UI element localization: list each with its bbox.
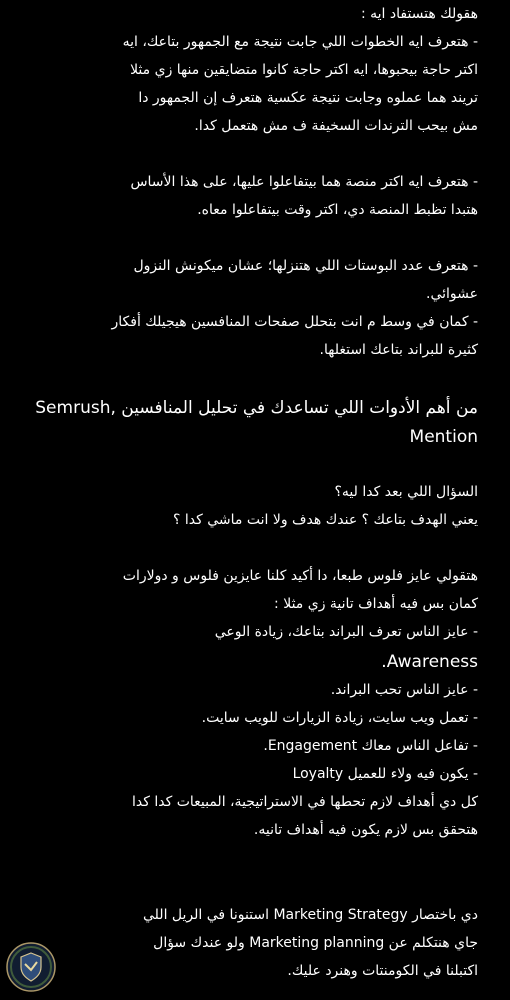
text-line: تريند هما عملوه وجابت نتيجة عكسية هتعرف إن الجمهور دا — [138, 90, 478, 106]
text-line: كمان بس فيه أهداف تانية زي مثلا : — [274, 596, 478, 612]
text-line: السؤال اللي بعد كدا ليه؟ — [334, 484, 478, 500]
text-line: اكتبلنا في الكومنتات وهنرد عليك. — [287, 963, 478, 979]
text-line: - عايز الناس تعرف البراند بتاعك، زيادة الوعي — [214, 624, 478, 640]
text-line: مش بيحب الترندات السخيفة ف مش هتعمل كدا. — [194, 118, 478, 134]
text-line: كل دي أهداف لازم تحطها في الاستراتيجية، المبيعات كدا كدا — [131, 794, 478, 810]
text-line: - تفاعل الناس معاك Engagement. — [263, 738, 478, 754]
text-line: - يكون فيه ولاء للعميل Loyalty — [292, 766, 478, 782]
text-line: يعني الهدف بتاعك ؟ عندك هدف ولا انت ماشي كدا ؟ — [173, 512, 478, 528]
text-line: هتقولي عايز فلوس طبعا، دا أكيد كلنا عايزين فلوس و دولارات — [122, 568, 478, 584]
text-line: - هتعرف ايه الخطوات اللي جابت نتيجة مع الجمهور بتاعك، ايه — [122, 34, 478, 50]
text-line: من أهم الأدوات اللي تساعدك في تحليل المنافسين ,Semrush — [35, 398, 478, 418]
text-line: هقولك هتستفاد ايه : — [360, 6, 478, 22]
text-line: كثيرة للبراند بتاعك استغلها. — [319, 342, 478, 358]
text-line: - هتعرف عدد البوستات اللي هتنزلها؛ عشان ميكونش النزول — [133, 258, 478, 274]
text-line: Awareness. — [381, 652, 478, 672]
shield-logo-icon — [4, 940, 58, 994]
text-line: - كمان في وسط م انت بتحلل صفحات المنافسين هيجيلك أفكار — [111, 314, 478, 330]
text-line: - تعمل ويب سايت، زيادة الزيارات للويب سايت. — [201, 710, 478, 726]
text-line: - عايز الناس تحب البراند. — [330, 682, 478, 698]
text-line: - هتعرف ايه اكتر منصة هما بيتفاعلوا عليها، على هذا الأساس — [130, 174, 478, 190]
text-line: اكتر حاجة بيحبوها، ايه اكتر حاجة كانوا متضايقين منها زي مثلا — [130, 62, 478, 78]
text-line: هتبدا تظبط المنصة دي، اكتر وقت بيتفاعلوا معاه. — [197, 202, 478, 218]
text-line: عشوائي. — [426, 286, 478, 302]
text-line: Mention — [409, 427, 478, 447]
text-line: دي باختصار Marketing Strategy استنونا في الريل اللي — [143, 907, 478, 923]
text-line: هتحقق بس لازم يكون فيه أهداف تانيه. — [253, 822, 478, 838]
text-line: جاي هنتكلم عن Marketing planning ولو عندك سؤال — [153, 935, 478, 951]
